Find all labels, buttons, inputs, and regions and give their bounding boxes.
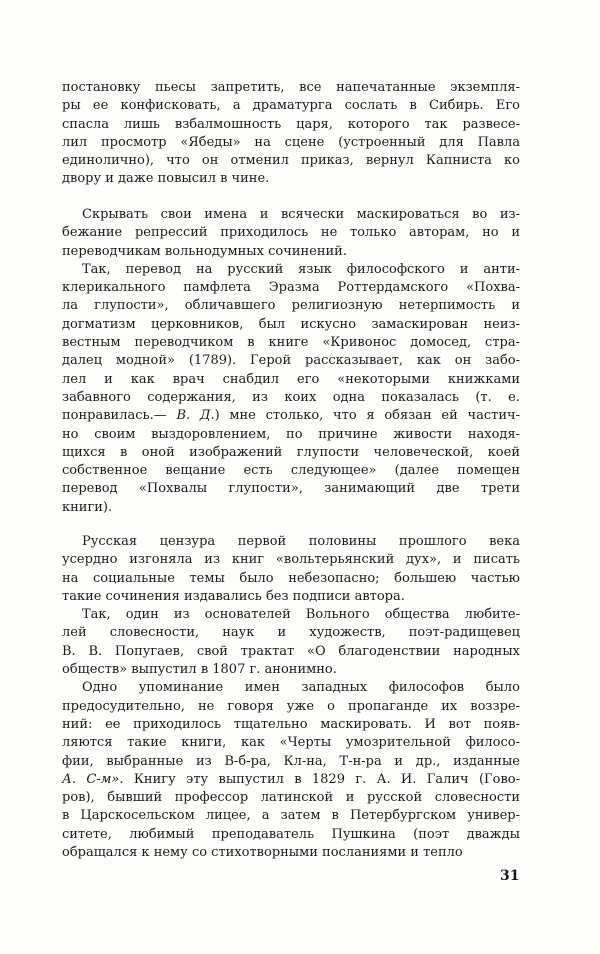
text-segment: . Книгу эту выпустил в 1829 г. А. И. Галич (Гово- (119, 771, 520, 787)
text-line: лил просмотр «Ябеды» на сцене (устроенный для Павла (62, 134, 520, 150)
text-line: вестным переводчиком в книге «Кривонос домосед, стра- (62, 335, 520, 351)
text-line: но своим выздоровлением, по причине живости находя- (62, 426, 520, 442)
text-line: такие сочинения издавались без подписи автора. (62, 588, 405, 604)
text-line (62, 407, 520, 425)
text-line: ляются такие книги, как «Черты умозрительной филосо- (62, 735, 520, 751)
text-line: обращался к нему со стихотворными посланиями и тепло (62, 845, 463, 861)
page-number: 31 (500, 868, 520, 884)
text-line: Так, перевод на русский язык философского и анти- (82, 261, 520, 277)
text-line: забавного содержания, из коих одна показалась (т. е. (62, 389, 520, 405)
text-line: щихся в оной изображений глупости человеческой, коей (62, 444, 520, 460)
text-line: постановку пьесы запретить, все напечатанные экземпля- (62, 80, 520, 95)
text-line: догматизм церковников, был искусно замаскирован неиз- (62, 316, 520, 332)
text-line: ры ее конфисковать, а драматурга сослать в Сибирь. Его (62, 98, 520, 114)
text-line: ла глупости», обличавшего религиозную нетерпимость и (62, 298, 520, 314)
text-line: книги). (62, 499, 113, 515)
text-line: обществ» выпустил в 1807 г. анонимно. (62, 662, 337, 678)
text-segment: понравилась.— (62, 408, 177, 424)
text-segment: ) мне столько, что я обязан ей частич- (214, 408, 520, 424)
text-line: Русская цензура первой половины прошлого века (82, 534, 520, 549)
text-line: на социальные темы было небезопасно; большею частью (62, 570, 520, 586)
text-line: далец модной» (1789). Герой рассказывает, как он забо- (62, 353, 520, 369)
italic-text: В. Д. (176, 408, 215, 424)
text-line: переводчикам вольнодумных сочинений. (62, 243, 347, 259)
text-line: ров), бывший профессор латинской и русской словесности (62, 790, 520, 806)
text-line: лел и как врач снабдил его «некоторыми книжками (62, 371, 520, 387)
text-line: собственное вещание есть следующее» (далее помещен (62, 463, 520, 479)
text-line: предосудительно, не говоря уже о пропаганде их воззре- (62, 698, 520, 714)
text-line: перевод «Похвалы глупости», занимающий две трети (62, 481, 520, 497)
text-line: ний: ее приходилось тщательно маскировать. И вот появ- (62, 716, 520, 732)
text-line: усердно изгоняла из книг «вольтерьянский дух», и писать (62, 552, 520, 568)
text-line: единолично), что он отменил приказ, вернул Капниста ко (62, 153, 520, 169)
text-line: В. В. Попугаев, свой трактат «О благоденствии народных (62, 643, 520, 659)
text-block (62, 206, 520, 517)
text-line: в Царскосельском лицее, а затем в Петербургском универ- (62, 808, 520, 824)
text-line: Скрывать свои имена и всячески маскироваться во из- (82, 207, 520, 222)
text-line: двору и даже повысил в чине. (62, 171, 270, 187)
text-line: фии, выбранные из В-б-ра, Кл-на, Т-н-ра и др., изданные (62, 753, 520, 769)
text-line: бежание репрессий приходилось не только авторам, но и (62, 225, 520, 241)
text-line: лей словесности, наук и художеств, поэт-радищевец (62, 625, 520, 641)
text-line (62, 771, 520, 789)
text-line: Одно упоминание имен западных философов было (82, 680, 520, 696)
text-line: ситете, любимый преподаватель Пушкина (поэт дважды (62, 826, 520, 842)
text-block (62, 533, 520, 862)
text-block (62, 79, 520, 189)
text-line: Так, один из основателей Вольного общества любите- (82, 607, 520, 623)
italic-text: А. С-м» (62, 771, 120, 787)
text-line: спасла лишь взбалмошность царя, которого так развесе- (62, 116, 520, 132)
text-line: клерикального памфлета Эразма Роттердамского «Похва- (62, 280, 520, 296)
